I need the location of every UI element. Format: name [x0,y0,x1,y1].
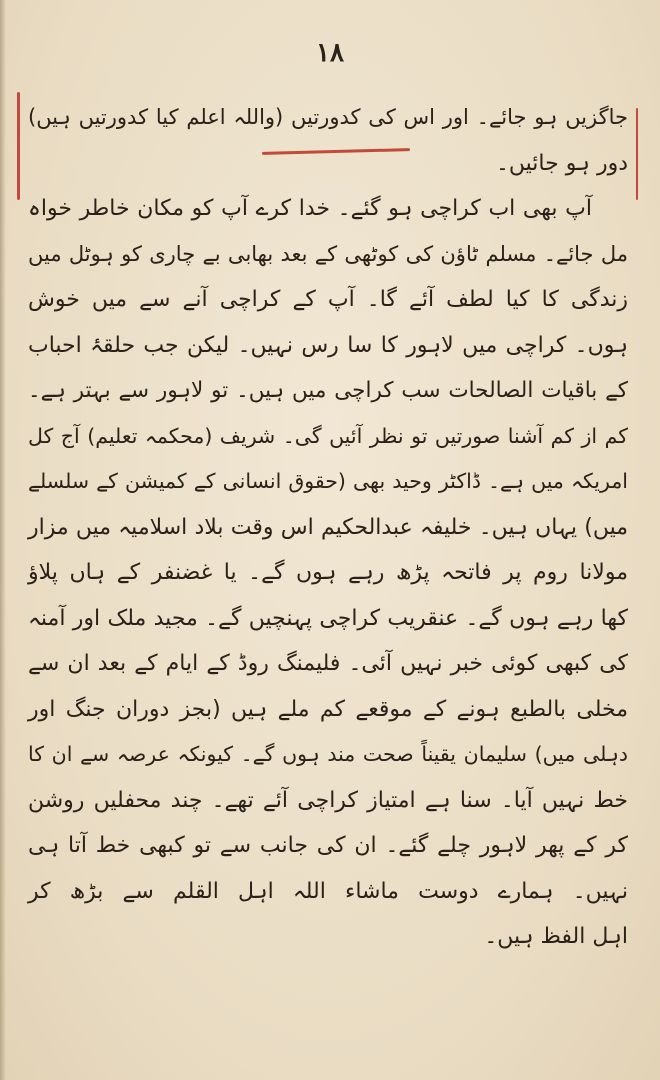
text-line: مخلی بالطبع ہونے کے موقعے کم ملے ہیں (بجز دوران جنگ اور [28,696,628,722]
text-line: دہلی میں) سلیمان یقیناً صحت مند ہوں گے۔ کیونکہ عرصہ سے ان کا [28,742,628,766]
text-line: اہل الفظ ہیں۔ [484,924,628,949]
page-edge-shadow [0,0,6,1080]
text-line: خط نہیں آیا۔ سنا ہے امتیاز کراچی آئے تھے۔ چند محفلیں روشن [28,787,628,813]
text-line: نہیں۔ ہمارے دوست ماشاء اللہ اہل القلم سے بڑھ کر [28,878,628,904]
text-line: کے باقیات الصالحات سب کراچی میں ہیں۔ تو لاہور سے بہتر ہے۔ [28,378,628,403]
text-line: امریکہ میں ہے۔ ڈاکٹر وحید بھی (حقوق انسانی کے کمیشن کے سلسلے [28,469,628,493]
text-line: کی کبھی کوئی خبر نہیں آئی۔ فلیمنگ روڈ کے ایام کے بعد ان سے [28,651,628,676]
text-line: کم از کم آشنا صورتیں تو نظر آئیں گی۔ شریف (محکمہ تعلیم) آج کل [28,423,628,448]
text-line: آپ بھی اب کراچی ہو گئے۔ خدا کرے آپ کو مکان خاطر خواہ [28,196,592,221]
text-line: دور ہو جائیں۔ [496,150,628,176]
text-line: ہوں۔ کراچی میں لاہور کا سا رس نہیں۔ لیکن جب حلقۂ احباب [28,332,628,358]
text-line: جاگزیں ہو جائے۔ اور اس کی کدورتیں (واللہ اعلم کیا کدورتیں ہیں) [28,105,628,129]
text-line: زندگی کا کیا لطف آئے گا۔ آپ کے کراچی آنے سے میں خوش [28,287,628,312]
text-line: مولانا روم پر فاتحہ پڑھ رہے ہوں گے۔ یا غضنفر کے ہاں پلاؤ [28,560,628,585]
text-line: کھا رہے ہوں گے۔ عنقریب کراچی پہنچیں گے۔ مجید ملک اور آمنہ [28,605,628,631]
body-text [22,95,634,960]
text-line: میں) یہاں ہیں۔ خلیفہ عبدالحکیم اس وقت بلاد اسلامیہ میں مزار [28,514,628,540]
margin-mark-right [636,108,638,200]
page-number: ۱۸ [316,38,344,68]
margin-mark-left [17,92,20,200]
text-line: مل جائے۔ مسلم ٹاؤن کی کوٹھی کے بعد بھابی بے چاری کو ہوٹل میں [28,241,628,266]
text-line: کر کے پھر لاہور چلے گئے۔ ان کی جانب سے تو کبھی خط آتا ہی [28,833,628,858]
